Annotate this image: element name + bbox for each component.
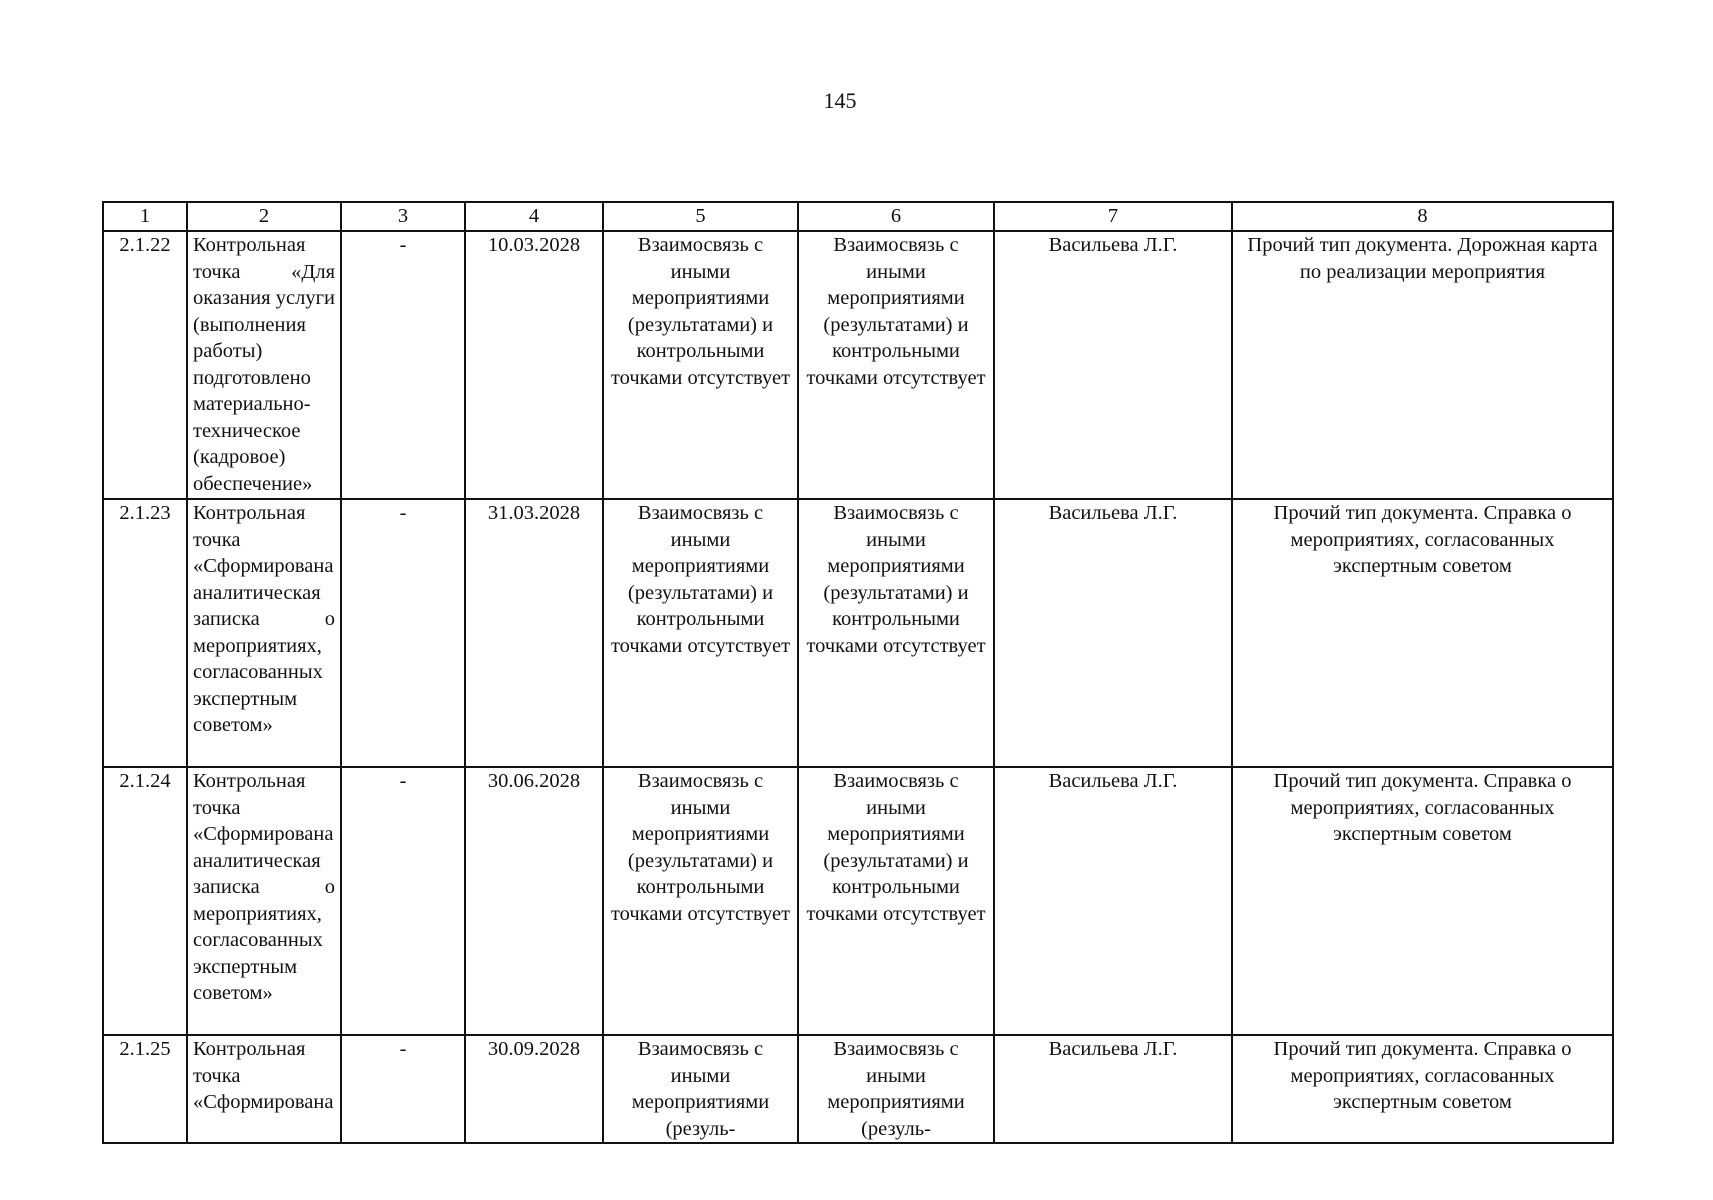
page-number: 145 — [823, 88, 857, 113]
row-number: 2.1.25 — [103, 1035, 187, 1143]
cell-col5: Взаимосвязь с иными мероприятиями (резуль- — [603, 1035, 798, 1143]
control-point-name: Контрольная точка «Сформирована аналитическая записка о мероприятиях, согласованных экспертным советом» — [187, 499, 341, 767]
column-header: 7 — [994, 202, 1232, 231]
due-date: 30.09.2028 — [465, 1035, 603, 1143]
cell-col3: - — [341, 231, 465, 499]
responsible-person: Васильева Л.Г. — [994, 1035, 1232, 1143]
cell-col5: Взаимосвязь с иными мероприятиями (результатами) и контрольными точками отсутствует — [603, 231, 798, 499]
cell-col3: - — [341, 767, 465, 1035]
control-point-name: Контрольная точка «Для оказания услуги (выполнения работы) подготовлено материально-техническое (кадровое) обеспечение» — [187, 231, 341, 499]
cell-col6: Взаимосвязь с иными мероприятиями (результатами) и контрольными точками отсутствует — [798, 499, 994, 767]
row-number: 2.1.22 — [103, 231, 187, 499]
row-number: 2.1.24 — [103, 767, 187, 1035]
table-row — [103, 499, 1613, 767]
cell-col6: Взаимосвязь с иными мероприятиями (резуль- — [798, 1035, 994, 1143]
due-date: 10.03.2028 — [465, 231, 603, 499]
cell-col5: Взаимосвязь с иными мероприятиями (результатами) и контрольными точками отсутствует — [603, 767, 798, 1035]
control-point-name: Контрольная точка «Сформирована аналитическая записка о мероприятиях, согласованных экспертным советом» — [187, 767, 341, 1035]
document-type: Прочий тип документа. Дорожная карта по реализации мероприятия — [1232, 231, 1613, 499]
cell-col3: - — [341, 499, 465, 767]
column-header: 1 — [103, 202, 187, 231]
table-row — [103, 1035, 1613, 1143]
cell-col6: Взаимосвязь с иными мероприятиями (результатами) и контрольными точками отсутствует — [798, 231, 994, 499]
column-header: 2 — [187, 202, 341, 231]
column-header: 6 — [798, 202, 994, 231]
cell-col3: - — [341, 1035, 465, 1143]
document-type: Прочий тип документа. Справка о мероприятиях, согласованных экспертным советом — [1232, 767, 1613, 1035]
column-header: 3 — [341, 202, 465, 231]
responsible-person: Васильева Л.Г. — [994, 767, 1232, 1035]
document-type: Прочий тип документа. Справка о мероприятиях, согласованных экспертным советом — [1232, 1035, 1613, 1143]
column-header: 8 — [1232, 202, 1613, 231]
table-row — [103, 231, 1613, 499]
column-header: 4 — [465, 202, 603, 231]
column-header: 5 — [603, 202, 798, 231]
table-row — [103, 767, 1613, 1035]
header-row — [103, 202, 1613, 231]
responsible-person: Васильева Л.Г. — [994, 499, 1232, 767]
responsible-person: Васильева Л.Г. — [994, 231, 1232, 499]
due-date: 30.06.2028 — [465, 767, 603, 1035]
due-date: 31.03.2028 — [465, 499, 603, 767]
control-point-name: Контрольная точка «Сформирована — [187, 1035, 341, 1143]
cell-col5: Взаимосвязь с иными мероприятиями (результатами) и контрольными точками отсутствует — [603, 499, 798, 767]
document-type: Прочий тип документа. Справка о мероприятиях, согласованных экспертным советом — [1232, 499, 1613, 767]
cell-col6: Взаимосвязь с иными мероприятиями (результатами) и контрольными точками отсутствует — [798, 767, 994, 1035]
control-points-table — [102, 201, 1614, 1144]
row-number: 2.1.23 — [103, 499, 187, 767]
